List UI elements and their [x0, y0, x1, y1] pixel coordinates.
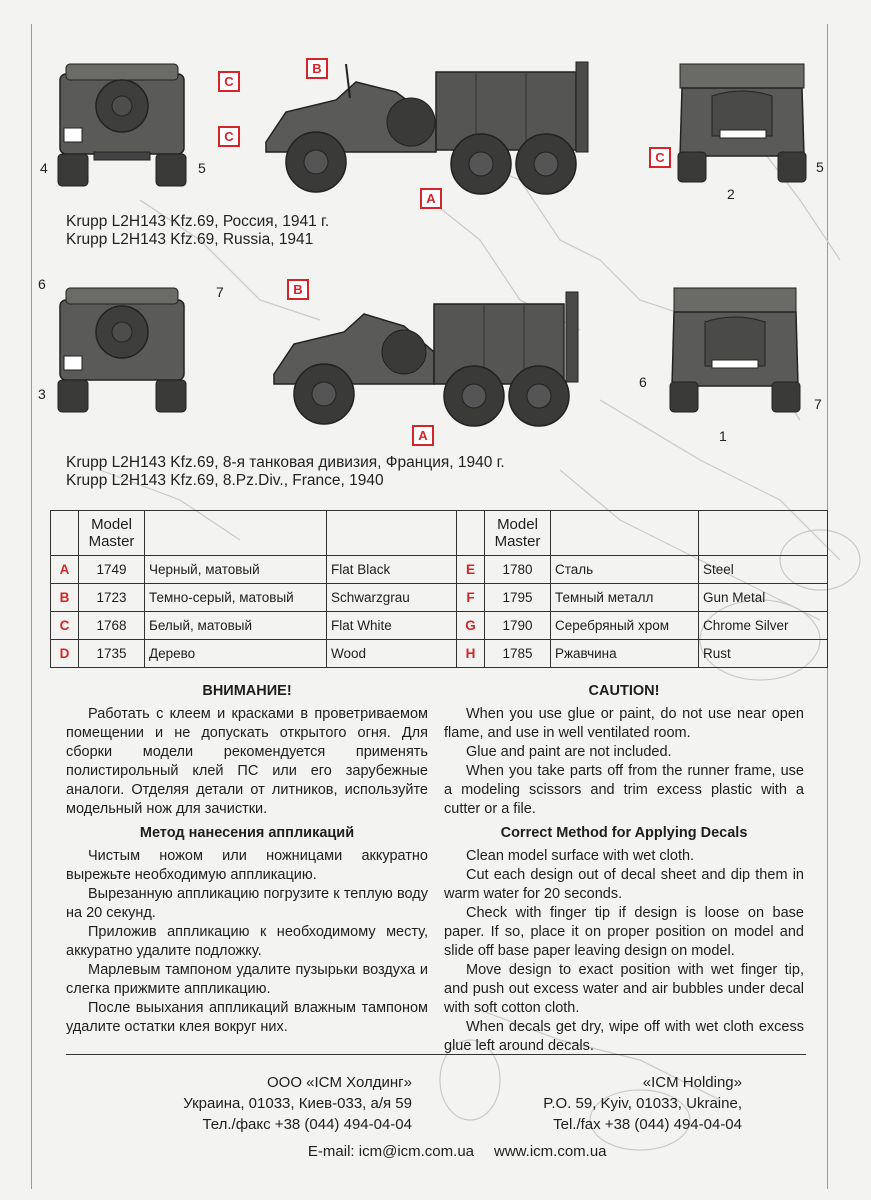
decals-en-paragraph: When decals get dry, wipe off with wet cloth excess glue left around decals. [444, 1019, 804, 1054]
decals-en-paragraph: Clean model surface with wet cloth. [466, 848, 695, 864]
decals-en [444, 824, 804, 1056]
decals-ru [66, 824, 428, 1037]
caution-en-paragraph: When you use glue or paint, do not use near open flame, and use in well ventilated room. [444, 706, 804, 741]
decals-en-paragraph: Check with finger tip if design is loose on base paper. If so, place it on proper position on model and slide off base paper leaving design on model. [444, 905, 804, 959]
caution-en-paragraph: When you take parts off from the runner frame, use a modeling scissors and trim excess plastic with a cutter or a file. [444, 763, 804, 817]
callout-vehicle1-c-rear: C [218, 71, 240, 92]
table-header-row [51, 511, 828, 556]
number-label: 6 [38, 276, 46, 292]
number-label: 3 [38, 386, 46, 402]
vehicle2-front-view [660, 282, 810, 417]
contacts-ru [80, 1072, 412, 1135]
company-en: «ICM Holding» [642, 1074, 742, 1091]
vehicle1-caption-en: Krupp L2H143 Kfz.69, Russia, 1941 [66, 231, 314, 248]
number-label: 5 [816, 159, 824, 175]
number-label: 7 [814, 396, 822, 412]
vehicle1-caption-ru: Krupp L2H143 Kfz.69, Россия, 1941 г. [66, 213, 330, 230]
phone-ru: Тел./факс +38 (044) 494-04-04 [202, 1116, 412, 1133]
address-en: P.O. 59, Kyiv, 01033, Ukraine, [543, 1095, 742, 1112]
decals-ru-paragraph: Приложив аппликацию к необходимому месту, аккуратно удалите подложку. [66, 924, 428, 959]
divider [66, 1054, 806, 1055]
number-label: 4 [40, 160, 48, 176]
decals-ru-title: Метод нанесения аппликаций [139, 825, 355, 841]
attention-ru [66, 682, 428, 819]
callout-vehicle1-a: A [420, 188, 442, 209]
vehicle1-side-view [246, 52, 616, 202]
number-label: 5 [198, 160, 206, 176]
contacts-en [440, 1072, 742, 1135]
decals-ru-paragraph: После выыхания аппликаций влажным тампоном удалите остатки клея вокруг них. [66, 1000, 428, 1035]
vehicle2-caption [66, 454, 505, 490]
table-row: B 1723 Темно-серый, матовый Schwarzgrau F 1795 Темный металл Gun Metal [51, 584, 828, 612]
decals-ru-paragraph: Вырезанную аппликацию погрузите к теплую воду на 20 секунд. [66, 886, 428, 921]
callout-vehicle2-b: B [287, 279, 309, 300]
company-ru: ООО «ICM Холдинг» [266, 1074, 412, 1091]
table-row: C 1768 Белый, матовый Flat White G 1790 Серебряный хром Chrome Silver [51, 612, 828, 640]
caution-en-title: CAUTION! [588, 683, 660, 699]
phone-en: Tel./fax +38 (044) 494-04-04 [553, 1116, 742, 1133]
attention-ru-title: ВНИМАНИЕ! [202, 683, 292, 699]
caution-en [444, 682, 804, 819]
attention-ru-text: Работать с клеем и красками в проветриваемом помещении и не допускать открытого огня. Для сборки модели рекомендуется применять полистирольный клей ПС или его зарубежные аналоги. Отделяя детали от литников, используйте модельный нож для зачистки. [66, 706, 428, 817]
decals-en-paragraph: Move design to exact position with wet finger tip, and push out excess water and air bubbles under decal with soft cotton cloth. [444, 962, 804, 1016]
number-label: 7 [216, 284, 224, 300]
table-row: D 1735 Дерево Wood H 1785 Ржавчина Rust [51, 640, 828, 668]
decals-ru-paragraph: Чистым ножом или ножницами аккуратно вырежьте необходимую аппликацию. [66, 848, 428, 883]
callout-vehicle2-a: A [412, 425, 434, 446]
vehicle2-side-view [254, 282, 624, 432]
website: www.icm.com.ua [494, 1143, 607, 1160]
vehicle2-rear-view [52, 282, 192, 417]
decals-en-title: Correct Method for Applying Decals [500, 825, 748, 841]
vehicle2-caption-en: Krupp L2H143 Kfz.69, 8.Pz.Div., France, 1940 [66, 472, 384, 489]
paint-reference-table [50, 510, 828, 668]
callout-vehicle1-c-front: C [649, 147, 671, 168]
number-label: 2 [727, 186, 735, 202]
email: E-mail: icm@icm.com.ua [307, 1143, 474, 1160]
number-label: 6 [639, 374, 647, 390]
vehicle2-caption-ru: Krupp L2H143 Kfz.69, 8-я танковая дивизия, Франция, 1940 г. [66, 454, 505, 471]
vehicle1-rear-view [52, 56, 192, 191]
model-master-header: Model Master [79, 511, 145, 556]
decals-ru-paragraph: Марлевым тампоном удалите пузырьки воздуха и слегка прижмите аппликацию. [66, 962, 428, 997]
vehicle1-front-view [672, 56, 812, 186]
model-master-header: Model Master [485, 511, 551, 556]
address-ru: Украина, 01033, Киев-033, а/я 59 [183, 1095, 412, 1112]
number-label: 1 [719, 428, 727, 444]
vehicle1-caption [66, 213, 329, 249]
decals-en-paragraph: Cut each design out of decal sheet and dip them in warm water for 20 seconds. [444, 867, 804, 902]
caution-en-paragraph: Glue and paint are not included. [466, 744, 672, 760]
table-row: A 1749 Черный, матовый Flat Black E 1780 Сталь Steel [51, 556, 828, 584]
callout-vehicle1-c-side: C [218, 126, 240, 147]
callout-vehicle1-b: B [306, 58, 328, 79]
